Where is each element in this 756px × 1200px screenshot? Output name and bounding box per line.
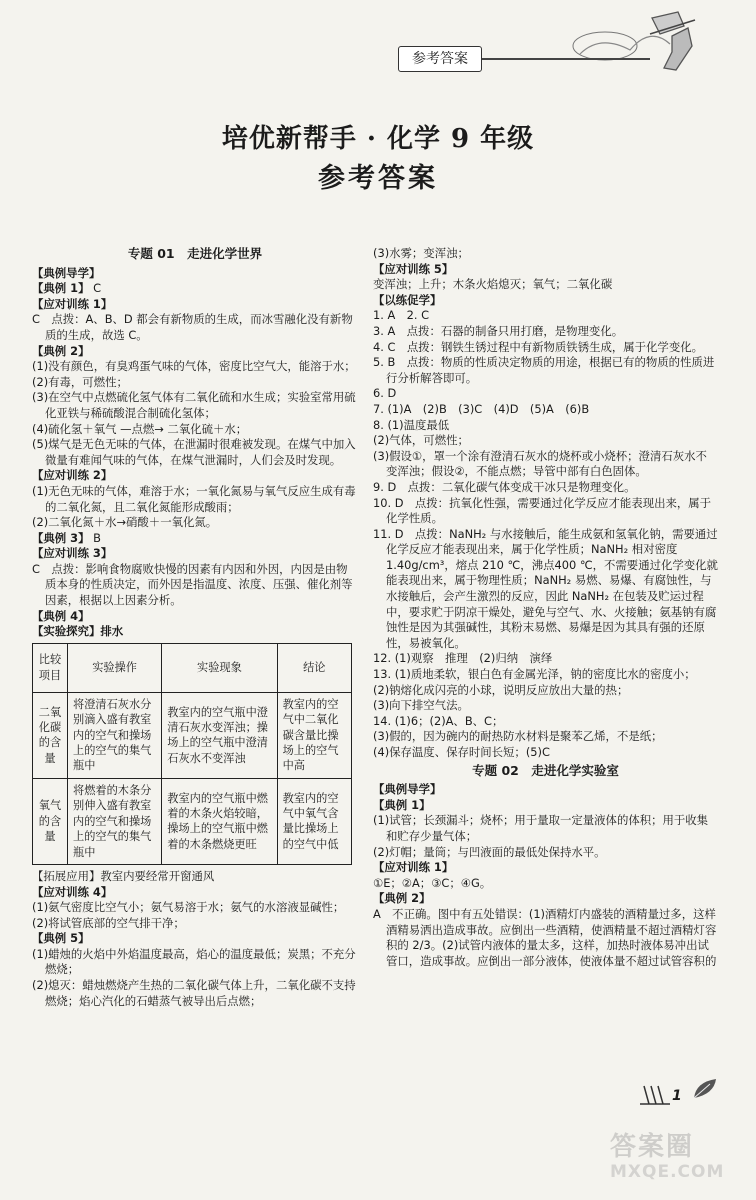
label: 【典例 4】: [32, 608, 90, 623]
table-row-header: 二氧化碳的含量: [33, 692, 68, 778]
table-row: [33, 692, 352, 778]
header-decoration-icon: [560, 6, 710, 76]
answer-text: 12. (1)观察 推理 (2)归纳 演绎: [373, 651, 553, 666]
answer-text: (1)氨气密度比空气小；氨气易溶于水；氨气的水溶液显碱性；: [32, 900, 345, 915]
table-header: 比较项目: [33, 643, 68, 692]
answer-text: (2)气体，可燃性；: [373, 433, 469, 448]
table-row-header: 氧气的含量: [33, 778, 68, 864]
label: 【应对训练 4】: [32, 884, 113, 899]
page-number: 1: [672, 1088, 682, 1104]
answer-text: (3)向下排空气法。: [373, 698, 469, 713]
answer-text: (1)没有颜色，有臭鸡蛋气味的气体，密度比空气大，能溶于水；: [32, 359, 356, 374]
label: 【典例 1】: [373, 797, 431, 812]
table-cell: 教室内的空气瓶中燃着的木条火焰较暗，操场上的空气瓶中燃着的木条燃烧更旺: [162, 778, 277, 864]
answer-line: [32, 531, 358, 547]
watermark-logo: 答案圈: [610, 1132, 695, 1162]
section-title: 专题 02 走进化学实验室: [472, 762, 619, 778]
label: 【应对训练 5】: [373, 261, 454, 276]
answer-text: (2)钠熔化成闪亮的小球，说明反应放出大量的热；: [373, 682, 629, 697]
label: 【典例 2】: [373, 891, 431, 906]
answer-text: (3)在空气中点燃硫化氢气体有二氧化硫和水生成；实验室常用硫化亚铁与稀硫酸混合制硫化氢体；: [32, 390, 356, 420]
label: 【应对训练 2】: [32, 468, 113, 483]
answer-text: B: [89, 530, 101, 545]
answer-text: (1)试管；长颈漏斗；烧杯；用于量取一定量液体的体积；用于收集和贮存少量气体；: [373, 813, 709, 843]
answer-text: C 点拨：A、B、D 都会有新物质的生成，而冰雪融化没有新物质的生成，故选 C。: [32, 312, 353, 342]
label: 【典例 1】: [32, 281, 90, 296]
watermark-site: MXQE.COM: [610, 1162, 725, 1182]
page-subtitle: 参考答案: [318, 163, 438, 194]
answer-text: (2)熄灭：蜡烛燃烧产生热的二氧化碳气体上升，二氧化碳不支持燃烧；焰心汽化的石蜡蒸气被导出后点燃；: [32, 978, 356, 1008]
table-cell: 教室内的空气瓶中澄清石灰水变浑浊；操场上的空气瓶中澄清石灰水不变浑浊: [162, 692, 277, 778]
label: 【典例 2】: [32, 343, 90, 358]
watermark: [610, 1132, 742, 1192]
answer-text: (1)蜡烛的火焰中外焰温度最高，焰心的温度最低；炭黑；不充分燃烧；: [32, 946, 356, 977]
label: 【应对训练 1】: [32, 296, 113, 311]
answer-text: 6. D: [373, 386, 397, 401]
label: 【应对训练 3】: [32, 546, 113, 561]
answer-text: 10. D 点拨：抗氧化性强，需要通过化学反应才能表现出来，属于化学性质。: [373, 495, 712, 526]
answer-text: A 不正确。图中有五处错误：(1)酒精灯内盛装的酒精量过多，这样酒精易洒出造成事故。应倒出一些酒精，使酒精量不超过酒精灯容积的 2/3。(2)试管内液体的量太多，这样，加热时液体易冲出试管口，造成事故。应倒出一部分液体，使液体量不超过试管容积的: [373, 906, 717, 968]
answer-text: (2)将试管底部的空气排干净；: [32, 915, 185, 930]
answer-text: C 点拨：影响食物腐败快慢的因素有内因和外因，内因是由物质本身的性质决定，而外因是指温度、浓度、压强、催化剂等因素，根据以上因素分析。: [32, 561, 353, 608]
label: 【典例 3】: [32, 530, 90, 545]
answer-text: 9. D 点拨：二氧化碳气体变成干冰只是物理变化。: [373, 479, 636, 494]
left-column: [32, 246, 358, 1009]
header-tab: 参考答案: [398, 46, 482, 72]
answer-text: 5. B 点拨：物质的性质决定物质的用途，根据已有的物质的性质进行分析解答即可。: [373, 355, 715, 385]
table-header: 结论: [277, 643, 351, 692]
right-column: [373, 246, 718, 969]
answer-text: (4)保存温度、保存时间长短；(5)C: [373, 745, 550, 759]
table-cell: 教室内的空气中氧气含量比操场上的空气中低: [277, 778, 351, 864]
answer-text: (2)有毒，可燃性；: [32, 374, 128, 389]
answer-text: (2)灯帽；量筒；与凹液面的最低处保持水平。: [373, 844, 606, 859]
table-cell: 教室内的空气中二氧化碳含量比操场上的空气中高: [277, 692, 351, 778]
section-title: 专题 01 走进化学世界: [127, 246, 263, 261]
label: 【典例 5】: [32, 931, 90, 946]
answer-text: (1)无色无味的气体，难溶于水；一氧化氮易与氧气反应生成有毒的二氧化氮，且二氧化氮能形成酸雨；: [32, 483, 356, 514]
table-cell: 将燃着的木条分别伸入盛有教室内的空气和操场上的空气的集气瓶中: [68, 778, 162, 864]
answer-text: 4. C 点拨：钢铁生锈过程中有新物质铁锈生成，属于化学变化。: [373, 339, 703, 354]
experiment-table: [32, 643, 352, 865]
header-rule: [480, 58, 650, 60]
answer-text: C: [89, 281, 102, 296]
answer-text: 7. (1)A (2)B (3)C (4)D (5)A (6)B: [373, 401, 590, 416]
answer-text: (3)水雾；变浑浊；: [373, 246, 469, 260]
answer-text: 【拓展应用】教室内要经常开窗通风: [32, 868, 215, 883]
answer-text: (5)煤气是无色无味的气体，在泄漏时很难被发现。在煤气中加入微量有难闻气味的气体，在煤气泄漏时，人们会及时发现。: [32, 437, 356, 467]
answer-text: (3)假的，因为碗内的耐热防水材料是聚苯乙烯，不是纸；: [373, 729, 663, 744]
leaf-icon: [690, 1076, 720, 1102]
label: 【典例导学】: [32, 265, 101, 280]
label: 【应对训练 1】: [373, 860, 454, 875]
footer-lines-icon: [640, 1084, 670, 1106]
page-title: 培优新帮手 · 化学 9 年级: [221, 124, 535, 154]
answer-text: 1. A 2. C: [373, 308, 430, 323]
answer-text: 11. D 点拨：NaNH₂ 与水接触后，能生成氨和氢氧化钠，需要通过化学反应才能表现出来，属于化学性质；NaNH₂ 相对密度 1.40g/cm³，熔点 210 ℃，沸点400 ℃，不需要通过化学变化就能表现出来，属于物理性质；NaNH₂ 易燃、易爆、有腐蚀性，与水接触后，会产生激烈的反应，因此 NaNH₂ 在包装及贮运过程中，要求贮于阴凉干燥处，避免与空气、水、火接触；氨基钠有腐蚀性是因为其强碱性，其粉末易燃、易爆是因为其具有强的还原性，易被氧化。: [373, 526, 718, 650]
table-cell: 将澄清石灰水分别滴入盛有教室内的空气和操场上的空气的集气瓶中: [68, 692, 162, 778]
label: 【实验探究】排水: [32, 624, 124, 639]
answer-text: (3)假设①，罩一个涂有澄清石灰水的烧杯或小烧杯；澄清石灰水不变浑浊；假设②，不能点燃；导管中部有白色固体。: [373, 448, 707, 479]
table-header: 实验操作: [68, 643, 162, 692]
answer-text: 变浑浊；上升；木条火焰熄灭；氧气；二氧化碳: [373, 277, 613, 292]
answer-text: 3. A 点拨：石器的制备只用打磨，是物理变化。: [373, 323, 624, 338]
table-row: [33, 778, 352, 864]
answer-text: ①E；②A；③C；④G。: [373, 875, 492, 890]
answer-text: (4)硫化氢＋氧气 —点燃→ 二氧化硫＋水；: [32, 421, 248, 436]
table-header: 实验现象: [162, 643, 277, 692]
label: 【典例导学】: [373, 782, 442, 797]
answer-text: (2)二氧化氮＋水→硝酸＋一氧化氮。: [32, 515, 218, 530]
answer-text: 13. (1)质地柔软，银白色有金属光泽，钠的密度比水的密度小；: [373, 667, 696, 682]
label: 【以练促学】: [373, 292, 442, 307]
answer-line: [32, 281, 358, 297]
answer-text: 14. (1)6；(2)A、B、C；: [373, 713, 504, 728]
answer-text: 8. (1)温度最低: [373, 417, 450, 432]
table-header-row: [33, 643, 352, 692]
